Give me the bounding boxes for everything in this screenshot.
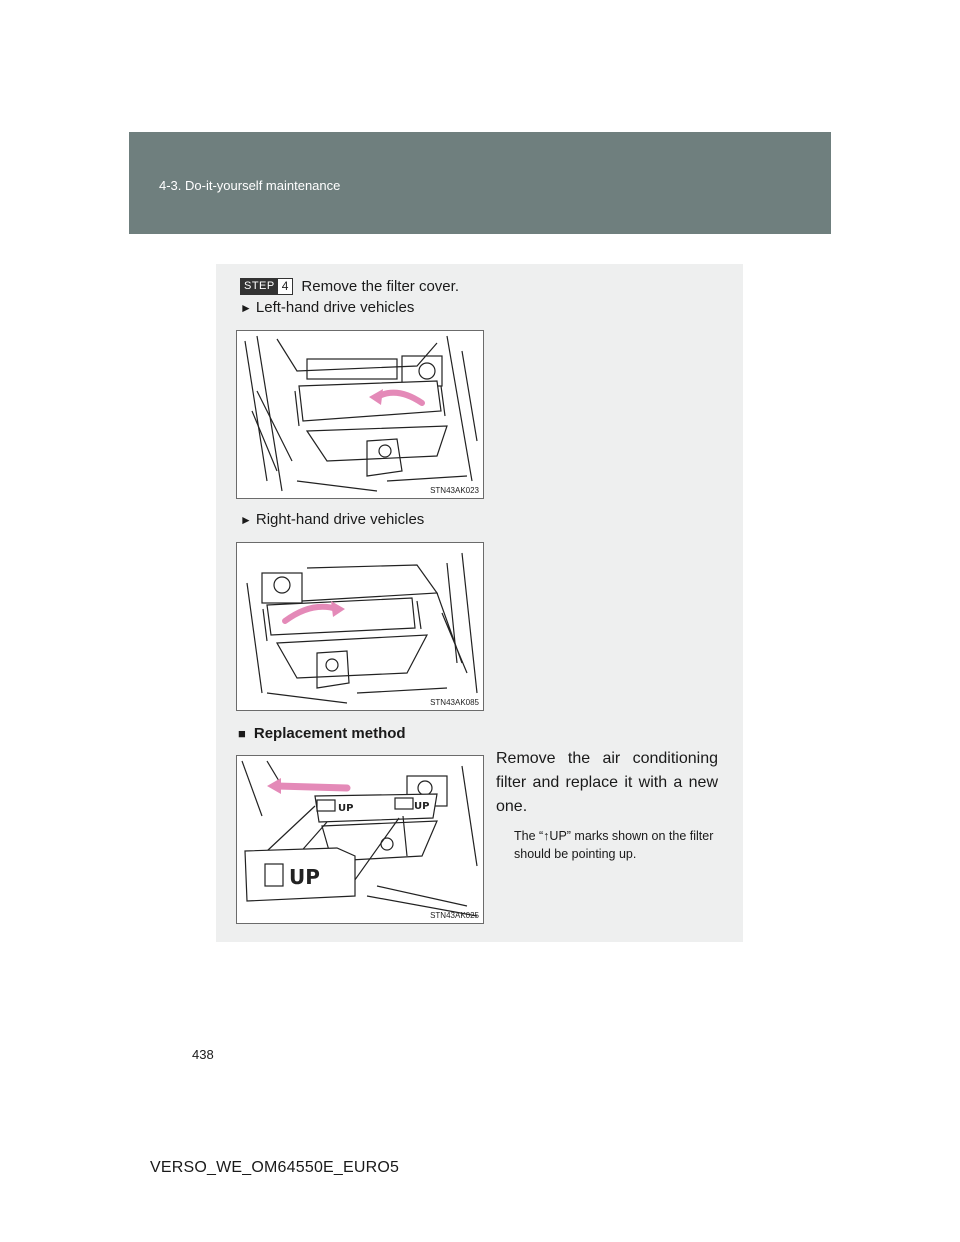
- figure-code: STN43AK023: [430, 486, 479, 495]
- filter-replacement-illustration: [237, 756, 484, 924]
- page-header: [129, 132, 831, 234]
- variant-label: Right-hand drive vehicles: [255, 511, 425, 528]
- replacement-heading: ■ Replacement method: [238, 725, 406, 742]
- up-mark-small-right: UP: [414, 801, 430, 812]
- replacement-instructions: Remove the air conditioning filter and replace it with a new one.: [496, 750, 718, 815]
- figure-code: STN43AK085: [430, 698, 479, 707]
- insert-arrow-icon: [277, 786, 347, 788]
- document-code: VERSO_WE_OM64550E_EURO5: [150, 1159, 400, 1176]
- figure-code: STN43AK025: [430, 911, 479, 920]
- variant-right-hand: [240, 511, 424, 528]
- step-badge-number: 4: [281, 278, 289, 293]
- content-panel: [216, 264, 743, 942]
- triangle-bullet-icon: ►: [240, 512, 252, 527]
- filter-cover-right-illustration: [237, 543, 484, 711]
- up-mark-large: UP: [289, 865, 320, 889]
- variant-label: Left-hand drive vehicles: [255, 299, 415, 316]
- figure-left-hand: [236, 330, 484, 499]
- step-badge: [240, 278, 293, 295]
- filter-cover-left-illustration: [237, 331, 484, 499]
- figure-replacement: [236, 755, 484, 924]
- up-mark-small-left: UP: [338, 803, 354, 814]
- page-number: 438: [192, 1047, 214, 1062]
- triangle-bullet-icon: ►: [240, 300, 252, 315]
- step-text: Remove the filter cover.: [301, 277, 459, 295]
- figure-right-hand: [236, 542, 484, 711]
- square-bullet-icon: ■: [238, 726, 246, 741]
- step-instruction: [240, 276, 459, 296]
- step-badge-word: STEP: [241, 279, 278, 294]
- up-mark-note: The “↑UP” marks shown on the filter should be pointing up.: [514, 829, 714, 861]
- variant-left-hand: [240, 299, 414, 316]
- section-title: 4-3. Do-it-yourself maintenance: [159, 178, 341, 193]
